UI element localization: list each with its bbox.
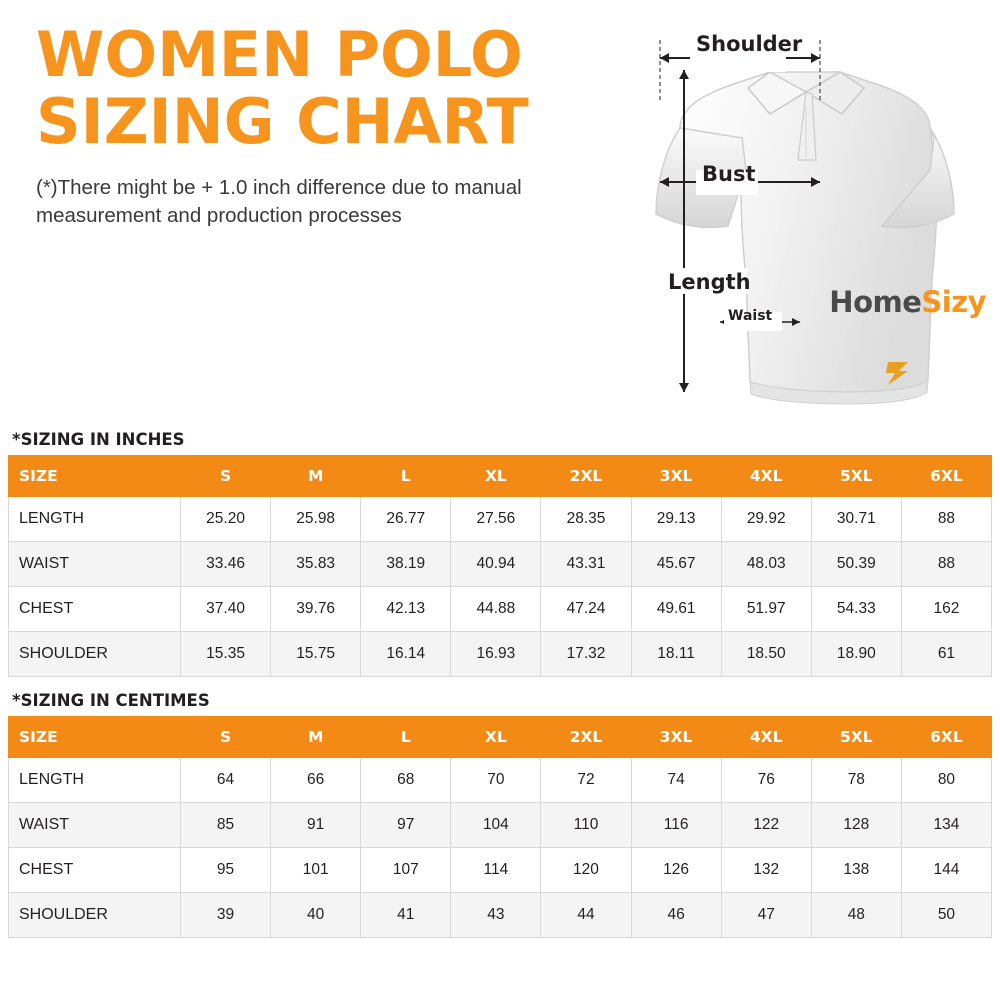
brand-logo-part1: Home	[829, 285, 922, 319]
cell-shoulder-5xl-cm: 48	[811, 893, 901, 938]
inches-section	[0, 430, 1000, 677]
brand-logo-part2: Sizy	[921, 285, 986, 319]
cell-length-l-cm: 68	[361, 758, 451, 803]
cell-waist-2xl-cm: 110	[541, 803, 631, 848]
column-header-3xl: 3XL	[631, 456, 721, 497]
cell-length-4xl-cm: 76	[721, 758, 811, 803]
column-header-size-cm: SIZE	[9, 717, 181, 758]
column-header-l-cm: L	[361, 717, 451, 758]
cell-chest-4xl-cm: 132	[721, 848, 811, 893]
cell-shoulder-s: 15.35	[181, 632, 271, 677]
cell-chest-m-cm: 101	[271, 848, 361, 893]
column-header-size: SIZE	[9, 456, 181, 497]
cell-waist-2xl: 43.31	[541, 542, 631, 587]
cell-length-6xl-cm: 80	[901, 758, 991, 803]
column-header-l: L	[361, 456, 451, 497]
header-section	[0, 0, 1000, 430]
cell-waist-5xl-cm: 128	[811, 803, 901, 848]
polo-shirt-illustration	[620, 10, 990, 420]
cell-length-2xl-cm: 72	[541, 758, 631, 803]
column-header-4xl: 4XL	[721, 456, 811, 497]
label-bust: Bust	[702, 162, 756, 186]
cell-waist-3xl-cm: 116	[631, 803, 721, 848]
cell-waist-s-cm: 85	[181, 803, 271, 848]
column-header-6xl: 6XL	[901, 456, 991, 497]
cell-length-5xl-cm: 78	[811, 758, 901, 803]
table-row	[9, 497, 992, 542]
cell-waist-6xl: 88	[901, 542, 991, 587]
cell-length-6xl: 88	[901, 497, 991, 542]
table-row	[9, 848, 992, 893]
measurement-disclaimer: (*)There might be + 1.0 inch difference due to manual measurement and production processes	[36, 175, 522, 227]
header-text-block	[36, 18, 636, 229]
cell-length-s: 25.20	[181, 497, 271, 542]
cell-waist-l: 38.19	[361, 542, 451, 587]
column-header-2xl-cm: 2XL	[541, 717, 631, 758]
cell-shoulder-6xl: 61	[901, 632, 991, 677]
column-header-xl-cm: XL	[451, 717, 541, 758]
table-row	[9, 803, 992, 848]
cell-shoulder-m-cm: 40	[271, 893, 361, 938]
cell-waist-xl-cm: 104	[451, 803, 541, 848]
column-header-3xl-cm: 3XL	[631, 717, 721, 758]
table-header-row	[9, 717, 992, 758]
cell-shoulder-l: 16.14	[361, 632, 451, 677]
column-header-6xl-cm: 6XL	[901, 717, 991, 758]
section-gap	[0, 677, 1000, 691]
cell-shoulder-3xl-cm: 46	[631, 893, 721, 938]
cell-shoulder-xl: 16.93	[451, 632, 541, 677]
cell-chest-3xl-cm: 126	[631, 848, 721, 893]
table-row	[9, 542, 992, 587]
cell-chest-6xl: 162	[901, 587, 991, 632]
label-waist: Waist	[728, 308, 773, 324]
cell-chest-5xl-cm: 138	[811, 848, 901, 893]
cell-waist-3xl: 45.67	[631, 542, 721, 587]
cell-length-xl-cm: 70	[451, 758, 541, 803]
cell-length-5xl: 30.71	[811, 497, 901, 542]
cell-shoulder-s-cm: 39	[181, 893, 271, 938]
row-label-shoulder: SHOULDER	[9, 632, 181, 677]
row-label-length: LENGTH	[9, 497, 181, 542]
row-label-length-cm: LENGTH	[9, 758, 181, 803]
cell-length-4xl: 29.92	[721, 497, 811, 542]
cell-waist-4xl-cm: 122	[721, 803, 811, 848]
cell-chest-2xl-cm: 120	[541, 848, 631, 893]
cell-chest-4xl: 51.97	[721, 587, 811, 632]
cell-waist-s: 33.46	[181, 542, 271, 587]
column-header-s: S	[181, 456, 271, 497]
cell-length-xl: 27.56	[451, 497, 541, 542]
cell-chest-s-cm: 95	[181, 848, 271, 893]
cell-chest-6xl-cm: 144	[901, 848, 991, 893]
cell-length-s-cm: 64	[181, 758, 271, 803]
column-header-m: M	[271, 456, 361, 497]
column-header-s-cm: S	[181, 717, 271, 758]
cell-length-2xl: 28.35	[541, 497, 631, 542]
centimes-section-title: *SIZING IN CENTIMES	[12, 691, 210, 710]
cell-chest-m: 39.76	[271, 587, 361, 632]
row-label-waist: WAIST	[9, 542, 181, 587]
centimes-sizing-table	[8, 716, 992, 938]
table-header-row	[9, 456, 992, 497]
cell-shoulder-3xl: 18.11	[631, 632, 721, 677]
cell-length-l: 26.77	[361, 497, 451, 542]
table-row	[9, 632, 992, 677]
label-length: Length	[668, 270, 751, 294]
cell-waist-xl: 40.94	[451, 542, 541, 587]
polo-diagram	[620, 10, 990, 420]
cell-chest-3xl: 49.61	[631, 587, 721, 632]
cell-waist-m-cm: 91	[271, 803, 361, 848]
row-label-waist-cm: WAIST	[9, 803, 181, 848]
cell-shoulder-xl-cm: 43	[451, 893, 541, 938]
cell-waist-4xl: 48.03	[721, 542, 811, 587]
cell-chest-5xl: 54.33	[811, 587, 901, 632]
cell-waist-l-cm: 97	[361, 803, 451, 848]
cell-waist-5xl: 50.39	[811, 542, 901, 587]
label-shoulder: Shoulder	[696, 32, 803, 56]
column-header-5xl-cm: 5XL	[811, 717, 901, 758]
cell-length-3xl: 29.13	[631, 497, 721, 542]
cell-shoulder-6xl-cm: 50	[901, 893, 991, 938]
brand-logo	[829, 285, 986, 319]
cell-chest-l-cm: 107	[361, 848, 451, 893]
table-row	[9, 893, 992, 938]
centimes-section	[0, 691, 1000, 938]
cell-shoulder-2xl-cm: 44	[541, 893, 631, 938]
cell-shoulder-l-cm: 41	[361, 893, 451, 938]
row-label-chest-cm: CHEST	[9, 848, 181, 893]
row-label-chest: CHEST	[9, 587, 181, 632]
cell-chest-s: 37.40	[181, 587, 271, 632]
column-header-4xl-cm: 4XL	[721, 717, 811, 758]
cell-length-m-cm: 66	[271, 758, 361, 803]
cell-shoulder-4xl-cm: 47	[721, 893, 811, 938]
table-row	[9, 587, 992, 632]
cell-chest-l: 42.13	[361, 587, 451, 632]
cell-waist-6xl-cm: 134	[901, 803, 991, 848]
table-row	[9, 758, 992, 803]
inches-sizing-table	[8, 455, 992, 677]
cell-shoulder-2xl: 17.32	[541, 632, 631, 677]
cell-chest-xl-cm: 114	[451, 848, 541, 893]
cell-length-3xl-cm: 74	[631, 758, 721, 803]
column-header-5xl: 5XL	[811, 456, 901, 497]
cell-shoulder-5xl: 18.90	[811, 632, 901, 677]
cell-shoulder-4xl: 18.50	[721, 632, 811, 677]
column-header-2xl: 2XL	[541, 456, 631, 497]
cell-length-m: 25.98	[271, 497, 361, 542]
column-header-xl: XL	[451, 456, 541, 497]
page-title-line1: WOMEN POLO	[36, 18, 523, 91]
cell-shoulder-m: 15.75	[271, 632, 361, 677]
cell-chest-xl: 44.88	[451, 587, 541, 632]
row-label-shoulder-cm: SHOULDER	[9, 893, 181, 938]
cell-waist-m: 35.83	[271, 542, 361, 587]
page-title-line2: SIZING CHART	[36, 84, 529, 158]
inches-section-title: *SIZING IN INCHES	[12, 430, 185, 449]
column-header-m-cm: M	[271, 717, 361, 758]
cell-chest-2xl: 47.24	[541, 587, 631, 632]
